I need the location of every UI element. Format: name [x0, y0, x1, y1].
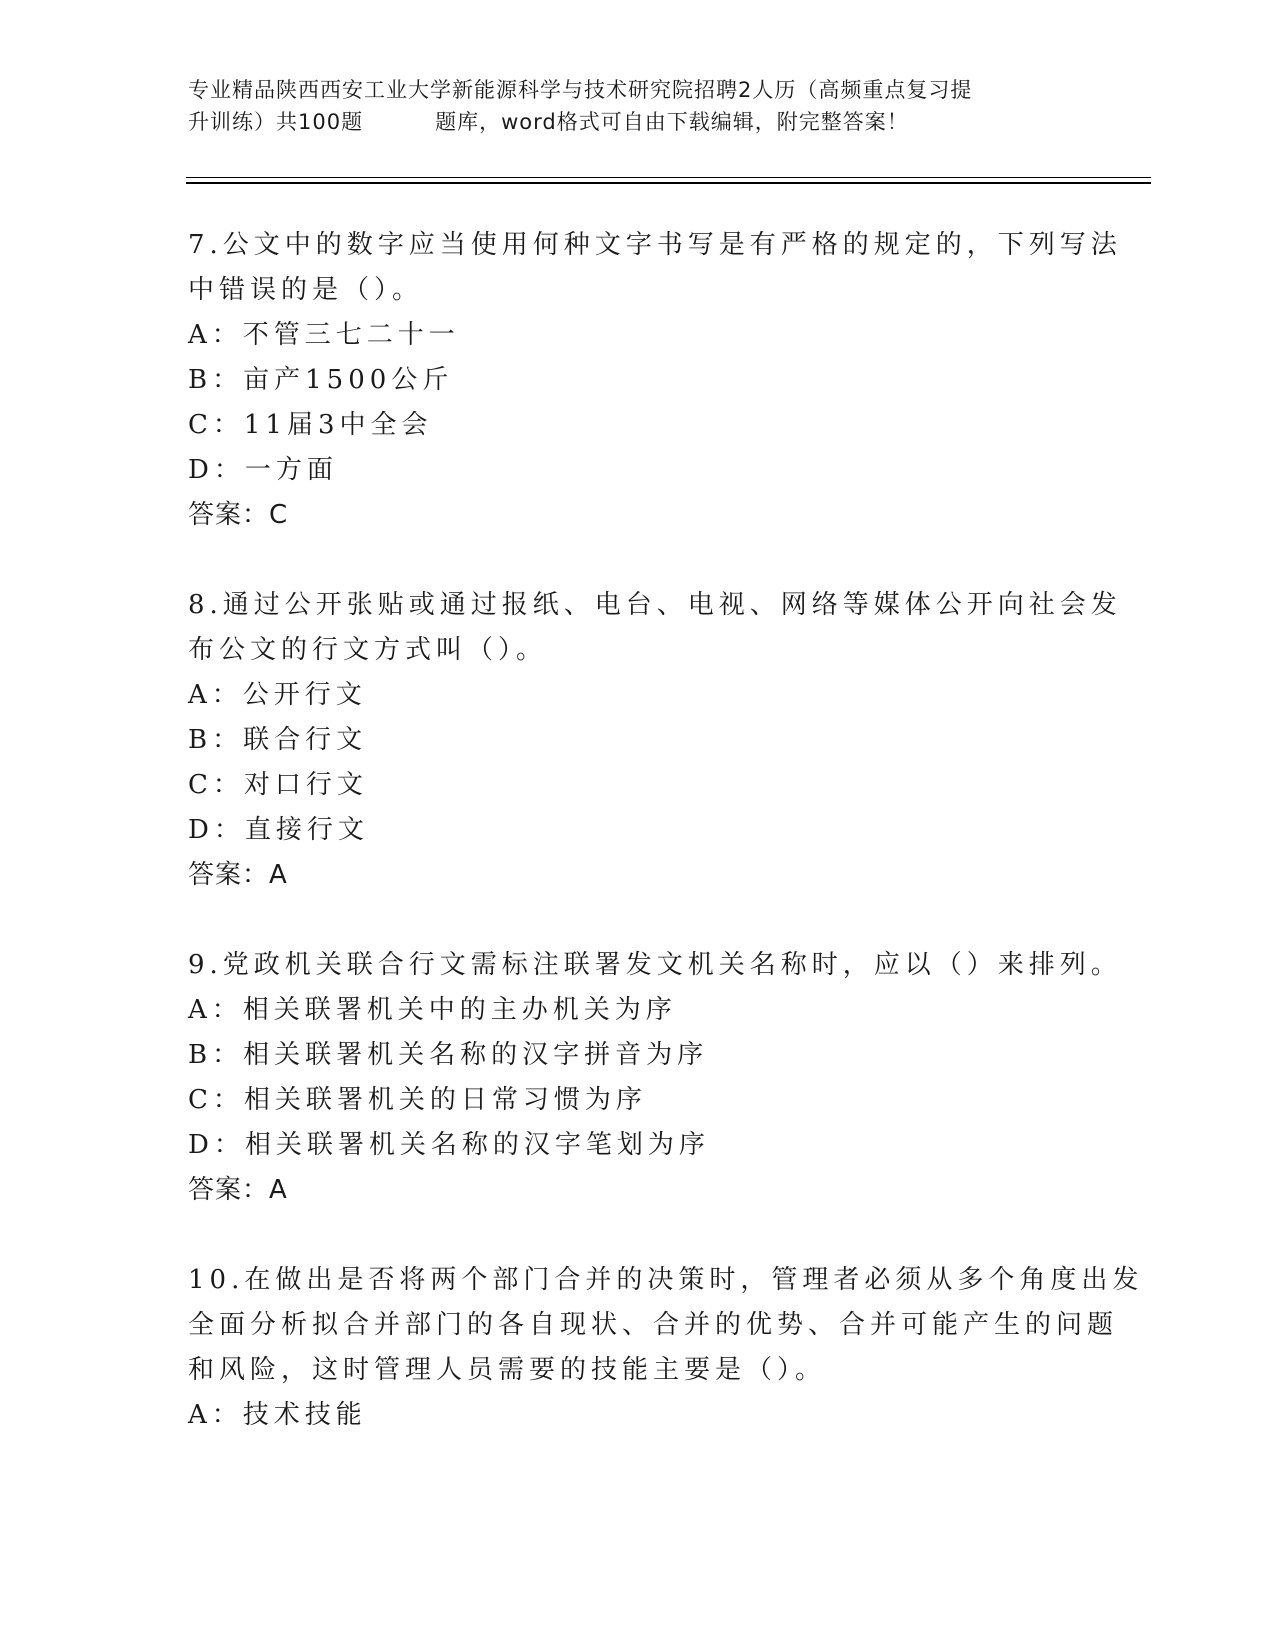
header-divider-thick [186, 182, 1151, 184]
answer-separator: ： [242, 1175, 270, 1205]
option-d: D：直接行文 [188, 815, 369, 845]
question-stem-line: 布公文的行文方式叫（）。 [188, 635, 548, 665]
header-divider-thin [186, 177, 1151, 178]
option-d: D：相关联署机关名称的汉字笔划为序 [188, 1130, 710, 1160]
option-b: B：联合行文 [188, 725, 368, 755]
answer-value: C [269, 500, 289, 530]
question-stem-line: 中错误的是（）。 [188, 275, 424, 305]
option-c: C：11届3中全会 [188, 410, 433, 440]
question-8 [188, 583, 1122, 898]
question-stem-line: 和风险，这时管理人员需要的技能主要是（）。 [188, 1355, 827, 1385]
question-stem-line: 全面分析拟合并部门的各自现状、合并的优势、合并可能产生的问题 [188, 1310, 1119, 1340]
option-c: C：对口行文 [188, 770, 368, 800]
question-10 [188, 1258, 1144, 1438]
option-c: C：相关联署机关的日常习惯为序 [188, 1085, 647, 1115]
answer-line [188, 493, 1068, 538]
option-a: A：公开行文 [188, 680, 367, 710]
question-stem-line: 9.党政机关联合行文需标注联署发文机关名称时，应以（）来排列。 [188, 950, 1122, 980]
header-line-2b: 题库，word格式可自由下载编辑，附完整答案！ [435, 110, 909, 134]
header-line-2a: 升训练）共100题 [188, 110, 364, 134]
question-stem-line: 10.在做出是否将两个部门合并的决策时，管理者必须从多个角度出发 [188, 1265, 1144, 1295]
answer-separator: ： [242, 500, 270, 530]
question-stem-line: 7.公文中的数字应当使用何种文字书写是有严格的规定的，下列写法 [188, 230, 1122, 260]
option-a: A：不管三七二十一 [188, 320, 460, 350]
option-b: B：相关联署机关名称的汉字拼音为序 [188, 1040, 709, 1070]
option-b: B：亩产1500公斤 [188, 365, 454, 395]
answer-value: A [269, 860, 288, 890]
question-7 [188, 223, 1122, 538]
answer-line [188, 853, 1068, 898]
header-line-1: 专业精品陕西西安工业大学新能源科学与技术研究院招聘2人历（高频重点复习提 [188, 78, 973, 102]
answer-separator: ： [242, 860, 270, 890]
option-a: A：技术技能 [188, 1400, 367, 1430]
answer-label: 答案 [188, 1175, 243, 1205]
question-9 [188, 943, 1122, 1213]
option-d: D：一方面 [188, 455, 338, 485]
question-stem-line: 8.通过公开张贴或通过报纸、电台、电视、网络等媒体公开向社会发 [188, 590, 1122, 620]
answer-value: A [269, 1175, 288, 1205]
answer-label: 答案 [188, 860, 243, 890]
answer-line [188, 1168, 1068, 1213]
answer-label: 答案 [188, 500, 243, 530]
document-header [188, 74, 1088, 138]
option-a: A：相关联署机关中的主办机关为序 [188, 995, 677, 1025]
